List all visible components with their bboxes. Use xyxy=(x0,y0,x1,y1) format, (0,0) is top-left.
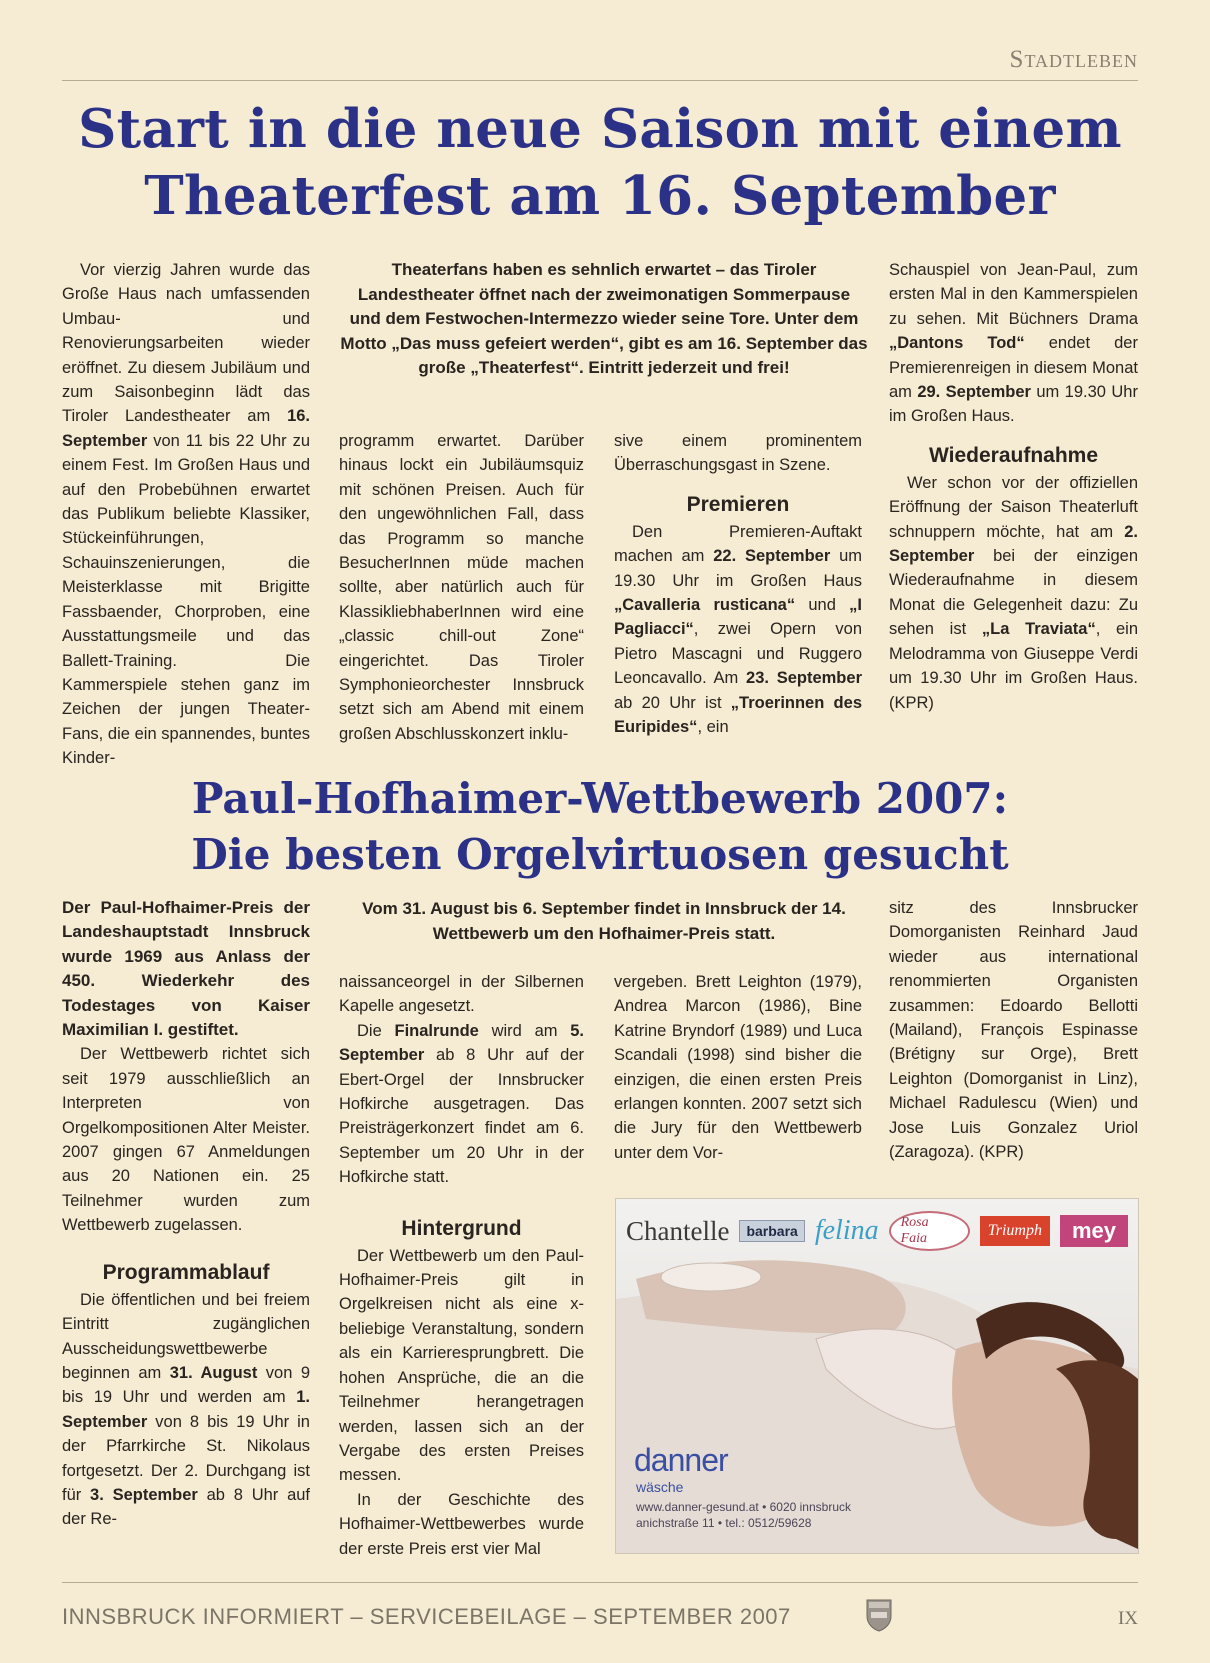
ad-contact-line2: anichstraße 11 • tel.: 0512/59628 xyxy=(636,1516,812,1530)
article2-headline-line1: Paul-Hofhaimer-Wettbewerb 2007: xyxy=(191,774,1009,823)
barbara-logo: barbara xyxy=(739,1220,804,1242)
date-highlight: 31. August xyxy=(169,1363,258,1382)
article2-lead: Vom 31. August bis 6. September findet in Innsbruck der 14. Wettbewerb um den Hofhaimer-Preis statt. xyxy=(362,899,846,943)
article2-intro: Der Paul-Hofhaimer-Preis der Landeshauptstadt Innsbruck wurde 1969 aus Anlass der 450. Wiederkehr des Todestages von Kaiser Maximilian I. gestiftet. xyxy=(62,898,310,1040)
lingerie-advertisement[interactable] xyxy=(615,1198,1139,1554)
text: , ein xyxy=(697,718,729,737)
text: Vor vierzig Jahren wurde das Große Haus nach umfassenden Umbau- und Renovierungsarbeiten wieder eröffnet. Zu diesem Jubiläum und zum Saisonbeginn lädt das Tiroler Landestheater am xyxy=(62,261,310,426)
date-highlight: 23. September xyxy=(746,669,862,688)
article1-col1-paragraph xyxy=(62,258,310,771)
date-highlight: 3. September xyxy=(90,1485,198,1504)
article2-col2 xyxy=(339,970,584,1561)
brand-logos xyxy=(626,1211,1128,1251)
text: , zwei Opern von Pietro Mascagni und Ruggero Leoncavallo. Am xyxy=(614,620,862,688)
rosa-faia-logo: Rosa Faia xyxy=(889,1211,970,1251)
date-highlight: 1. September xyxy=(62,1388,310,1431)
text: um 19.30 Uhr im Großen Haus xyxy=(614,547,862,590)
ad-contact xyxy=(636,1499,851,1531)
text: von 8 bis 19 Uhr in der Pfarrkirche St. Nikolaus fortgesetzt. Der 2. Durchgang ist für xyxy=(62,1412,310,1504)
article1-col2-paragraph: programm erwartet. Darüber hinaus lockt ein Jubiläumsquiz mit schönen Preisen. Auch für den ungewöhnlichen Fall, dass das Programm so manche BesucherInnen müde machen sollte, aber natürlich auch für KlassikliebhaberInnen wird eine „classic chill-out Zone“ eingerichtet. Das Tiroler Symphonieorchester Innsbruck setzt sich am Abend mit einem großen Abschlusskonzert inklu- xyxy=(339,432,584,743)
felina-logo: felina xyxy=(814,1215,879,1246)
ad-contact-line1: www.danner-gesund.at • 6020 innsbruck xyxy=(636,1500,851,1514)
article1-headline-line1: Start in die neue Saison mit einem xyxy=(78,98,1122,160)
mey-logo: mey xyxy=(1060,1215,1128,1247)
term-highlight: Finalrunde xyxy=(394,1021,479,1040)
hintergrund-paragraph-2: In der Geschichte des Hofhaimer-Wettbewerbes wurde der erste Preis erst vier Mal xyxy=(339,1490,584,1558)
article1-col4-paragraph xyxy=(889,258,1138,429)
text: wird am xyxy=(478,1021,571,1040)
article2-col1 xyxy=(62,896,310,1532)
hintergrund-paragraph: Der Wettbewerb um den Paul-Hofhaimer-Preis gilt in Orgelkreisen nicht als eine x-beliebige Veranstaltung, sondern als ein Karrieresprungbrett. Die hohen Ansprüche, die an die Teilnehmer herangetragen werden, lassen sich an der Vergabe des ersten Preises messen. xyxy=(339,1246,584,1485)
wiederaufnahme-paragraph xyxy=(889,471,1138,715)
text: ab 8 Uhr auf der Re- xyxy=(62,1485,311,1529)
text: endet der Premierenreigen in diesem Monat am xyxy=(889,334,1138,402)
text: Den Premieren-Auftakt machen am xyxy=(614,522,862,566)
wiederaufnahme-heading: Wiederaufnahme xyxy=(928,443,1098,467)
text: um 19.30 Uhr im Großen Haus. xyxy=(889,383,1138,426)
bottom-rule xyxy=(62,1582,1138,1583)
danner-logo: danner xyxy=(634,1442,728,1478)
title-highlight: „Dantons Tod“ xyxy=(889,334,1025,353)
programmablauf-paragraph xyxy=(62,1288,310,1532)
finalrunde-paragraph xyxy=(339,1019,584,1190)
text: Die xyxy=(357,1021,395,1040)
danner-subtitle: wäsche xyxy=(636,1479,684,1495)
date-highlight: 2. September xyxy=(889,522,1138,566)
date-highlight: 5. September xyxy=(339,1021,584,1065)
article2-col3-paragraph: vergeben. Brett Leighton (1979), Andrea Marcon (1986), Bine Katrine Bryndorf (1989) und Luca Scandali (1998) sind bisher die einzigen, die einen ersten Preis erlangen konnten. 2007 setzt sich die Jury für den Wettbewerb unter dem Vor- xyxy=(614,973,862,1162)
footer-text: INNSBRUCK INFORMIERT – SERVICEBEILAGE – SEPTEMBER 2007 xyxy=(62,1604,791,1629)
article1-col4 xyxy=(889,258,1138,715)
date-highlight: 29. September xyxy=(917,383,1031,402)
article1-col2 xyxy=(339,429,584,746)
text: ab 8 Uhr auf der Ebert-Orgel der Innsbrucker Hofkirche ausgetragen. Das Preisträgerkonzert findet am 6. September um 20 Uhr in der Hofkirche statt. xyxy=(339,1046,584,1187)
article2-headline-line2: Die besten Orgelvirtuosen gesucht xyxy=(191,830,1009,879)
article2-col2-continuation: naissanceorgel in der Silbernen Kapelle angesetzt. xyxy=(339,973,584,1016)
article2-col4-paragraph: sitz des Innsbrucker Domorganisten Reinhard Jaud wieder aus international renommierten Organisten zusammen: Edoardo Bellotti (Mailand), François Espinasse (Brétigny sur Orge), Brett Leighton (Domorganist in Linz), Michael Radulescu (Wien) und Jose Luis Gonzalez Uriol (Zaragoza). (KPR) xyxy=(889,899,1138,1162)
date-highlight: 16. September xyxy=(62,407,310,450)
article1-col1 xyxy=(62,258,310,771)
triumph-logo: Triumph xyxy=(980,1216,1050,1246)
programmablauf-heading: Programmablauf xyxy=(102,1260,270,1284)
title-highlight: „I Pagliacci“ xyxy=(614,596,863,639)
title-highlight: „Troerinnen des Euripides“ xyxy=(614,693,862,737)
hintergrund-heading: Hintergrund xyxy=(401,1216,522,1240)
chantelle-logo: Chantelle xyxy=(626,1215,730,1246)
top-rule xyxy=(62,80,1138,81)
title-highlight: „La Traviata“ xyxy=(981,620,1096,639)
title-highlight: „Cavalleria rusticana“ xyxy=(614,596,796,615)
article2-headline xyxy=(62,771,1138,883)
section-label: Stadtleben xyxy=(1009,46,1138,73)
article1-lead: Theaterfans haben es sehnlich erwartet – das Tiroler Landestheater öffnet nach der zweimonatigen Sommerpause und dem Festwochen-Intermezzo wieder seine Tore. Unter dem Motto „Das muss gefeiert werden“, gibt es am 16. September das große „Theaterfest“. Eintritt jederzeit und frei! xyxy=(340,260,868,378)
text: und xyxy=(795,596,850,615)
text: Wer schon vor der offiziellen Eröffnung der Saison Theaterluft schnuppern möchte, hat am xyxy=(889,473,1138,541)
text: Schauspiel von Jean-Paul, zum ersten Mal in den Kammerspielen zu sehen. Mit Büchners Drama xyxy=(889,261,1138,328)
text: bei der einzigen Wiederaufnahme in diesem Monat die Gelegenheit dazu: Zu sehen ist xyxy=(889,547,1138,639)
text: ab 20 Uhr ist xyxy=(614,693,731,712)
premieren-paragraph xyxy=(614,520,862,740)
article1-headline xyxy=(62,96,1138,230)
date-highlight: 22. September xyxy=(713,547,831,566)
premieren-heading: Premieren xyxy=(686,492,790,516)
article1-headline-line2: Theaterfest am 16. September xyxy=(144,165,1056,227)
city-crest-icon xyxy=(865,1596,893,1632)
page-number: IX xyxy=(1117,1608,1138,1629)
text: von 9 bis 19 Uhr und werden am xyxy=(62,1363,311,1407)
article1-col3-continuation: sive einem prominentem Überraschungsgast in Szene. xyxy=(614,432,862,475)
text: von 11 bis 22 Uhr zu einem Fest. Im Großen Haus und auf den Probebühnen erwartet das Publikum beliebte Klassiker, Stückeinführungen, Schauinszenierungen, die Meisterklasse mit Brigitte Fassbaender, Chorproben, eine Ausstattungsmeile und das Ballett-Training. Die Kammerspiele stehen ganz im Zeichen der jungen Theater-Fans, die ein spannendes, buntes Kinder- xyxy=(62,431,310,768)
article2-col3 xyxy=(614,970,862,1165)
article1-col3 xyxy=(614,429,862,739)
article2-col4 xyxy=(889,896,1138,1164)
text: Die öffentlichen und bei freiem Eintritt zugänglichen Ausscheidungswettbewerbe beginnen am xyxy=(62,1290,310,1382)
article2-col1-paragraph: Der Wettbewerb richtet sich seit 1979 ausschließlich an Interpreten von Orgelkompositionen Alter Meister. 2007 gingen 67 Anmeldungen aus 20 Nationen ein. 25 Teilnehmer wurden zum Wettbewerb zugelassen. xyxy=(62,1045,310,1235)
text: , ein Melodramma von Giuseppe Verdi um 19.30 Uhr im Großen Haus. (KPR) xyxy=(889,620,1139,712)
